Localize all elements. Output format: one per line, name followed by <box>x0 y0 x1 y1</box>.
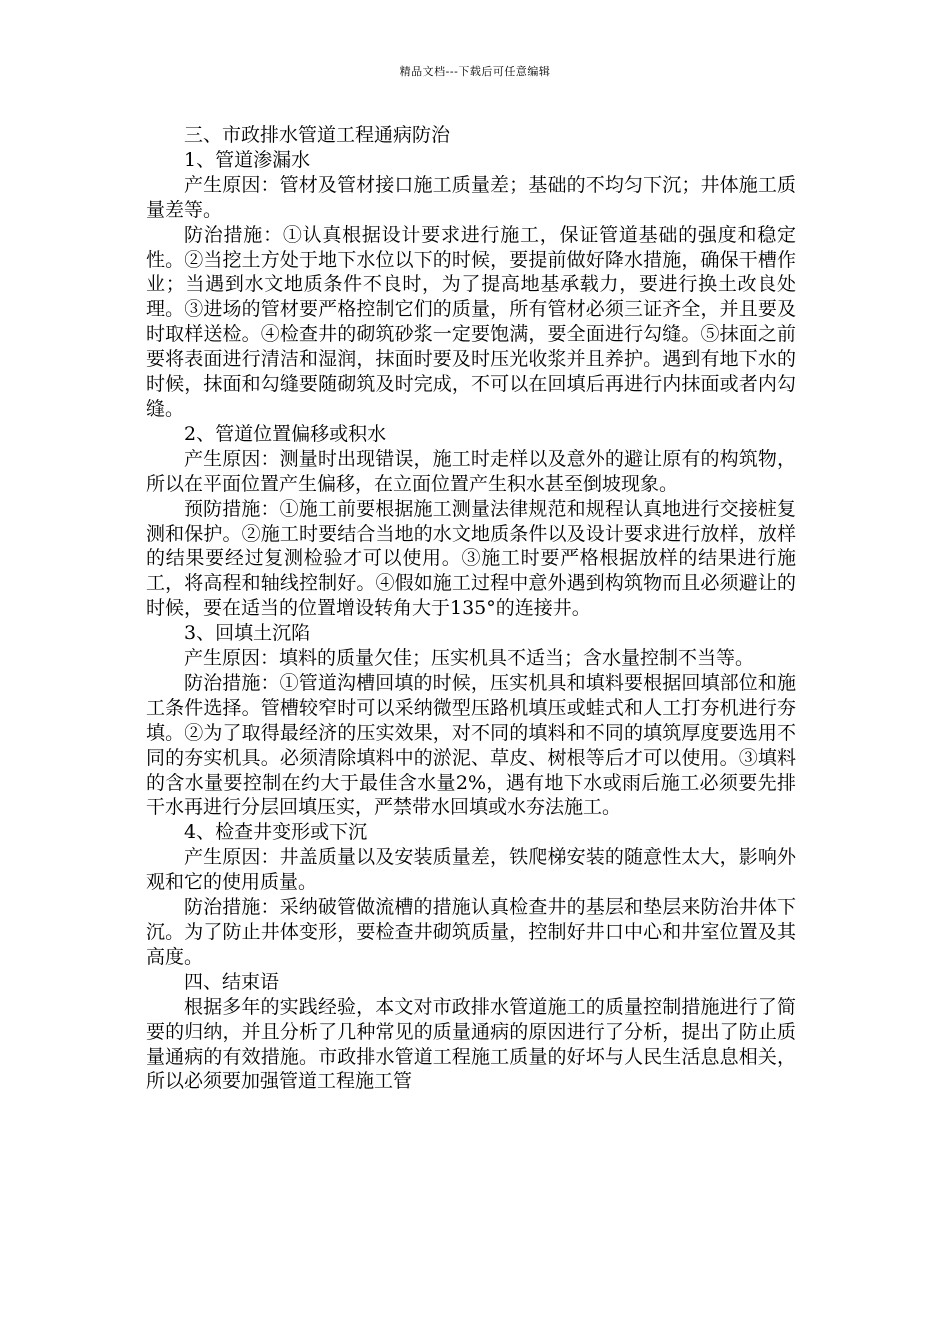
document-body <box>146 123 796 1094</box>
page-header: 精品文档---下载后可任意编辑 <box>399 65 551 78</box>
section-heading-4: 四、结束语 <box>184 970 280 993</box>
subheading-leakage: 1、管道渗漏水 <box>184 148 311 171</box>
paragraph-backfill-cause: 产生原因：填料的质量欠佳；压实机具不适当；含水量控制不当等。 <box>184 647 755 670</box>
paragraph-manhole-measures: 防治措施：采纳破管做流槽的措施认真检查井的基层和垫层来防治井体下沉。为了防止井体变形，要检查井砌筑质量，控制好井口中心和井室位置及其高度。 <box>146 896 796 968</box>
subheading-backfill: 3、回填土沉陷 <box>184 622 311 645</box>
subheading-manhole: 4、检查井变形或下沉 <box>184 821 368 844</box>
paragraph-conclusion: 根据多年的实践经验，本文对市政排水管道施工的质量控制措施进行了简要的归纳，并且分析了几种常见的质量通病的原因进行了分析，提出了防止质量通病的有效措施。市政排水管道工程施工质量的好坏与人民生活息息相关，所以必须要加强管道工程施工管 <box>146 995 796 1093</box>
paragraph-leakage-cause: 产生原因：管材及管材接口施工质量差；基础的不均匀下沉；井体施工质量差等。 <box>146 173 796 221</box>
paragraph-backfill-measures: 防治措施：①管道沟槽回填的时候，压实机具和填料要根据回填部位和施工条件选择。管槽较窄时可以采纳微型压路机填压或蛙式和人工打夯机进行夯填。②为了取得最经济的压实效果，对不同的填料和不同的填筑厚度要选用不同的夯实机具。必须清除填料中的淤泥、草皮、树根等后才可以使用。③填料的含水量要控制在约大于最佳含水量2%，遇有地下水或雨后施工必须要先排干水再进行分层回填压实，严禁带水回填或水夯法施工。 <box>146 671 796 819</box>
paragraph-manhole-cause: 产生原因：井盖质量以及安装质量差，铁爬梯安装的随意性太大，影响外观和它的使用质量。 <box>146 846 796 894</box>
paragraph-offset-cause: 产生原因：测量时出现错误，施工时走样以及意外的避让原有的构筑物，所以在平面位置产生偏移，在立面位置产生积水甚至倒坡现象。 <box>146 447 796 495</box>
section-heading-3: 三、市政排水管道工程通病防治 <box>184 124 451 146</box>
subheading-offset: 2、管道位置偏移或积水 <box>184 422 387 445</box>
paragraph-offset-measures: 预防措施：①施工前要根据施工测量法律规范和规程认真地进行交接桩复测和保护。②施工时要结合当地的水文地质条件以及设计要求进行放样，放样的结果要经过复测检验才可以使用。③施工时要严格根据放样的结果进行施工，将高程和轴线控制好。④假如施工过程中意外遇到构筑物而且必须避让的时候，要在适当的位置增设转角大于135°的连接井。 <box>146 497 796 620</box>
paragraph-leakage-measures: 防治措施：①认真根据设计要求进行施工，保证管道基础的强度和稳定性。②当挖土方处于地下水位以下的时候，要提前做好降水措施，确保干槽作业；当遇到水文地质条件不良时，为了提高地基承载力，要进行换土改良处理。③进场的管材要严格控制它们的质量，所有管材必须三证齐全，并且要及时取样送检。④检查井的砌筑砂浆一定要饱满，要全面进行勾缝。⑤抹面之前要将表面进行清洁和湿润，抹面时要及时压光收浆并且养护。遇到有地下水的时候，抹面和勾缝要随砌筑及时完成，不可以在回填后再进行内抹面或者内勾缝。 <box>146 223 796 420</box>
